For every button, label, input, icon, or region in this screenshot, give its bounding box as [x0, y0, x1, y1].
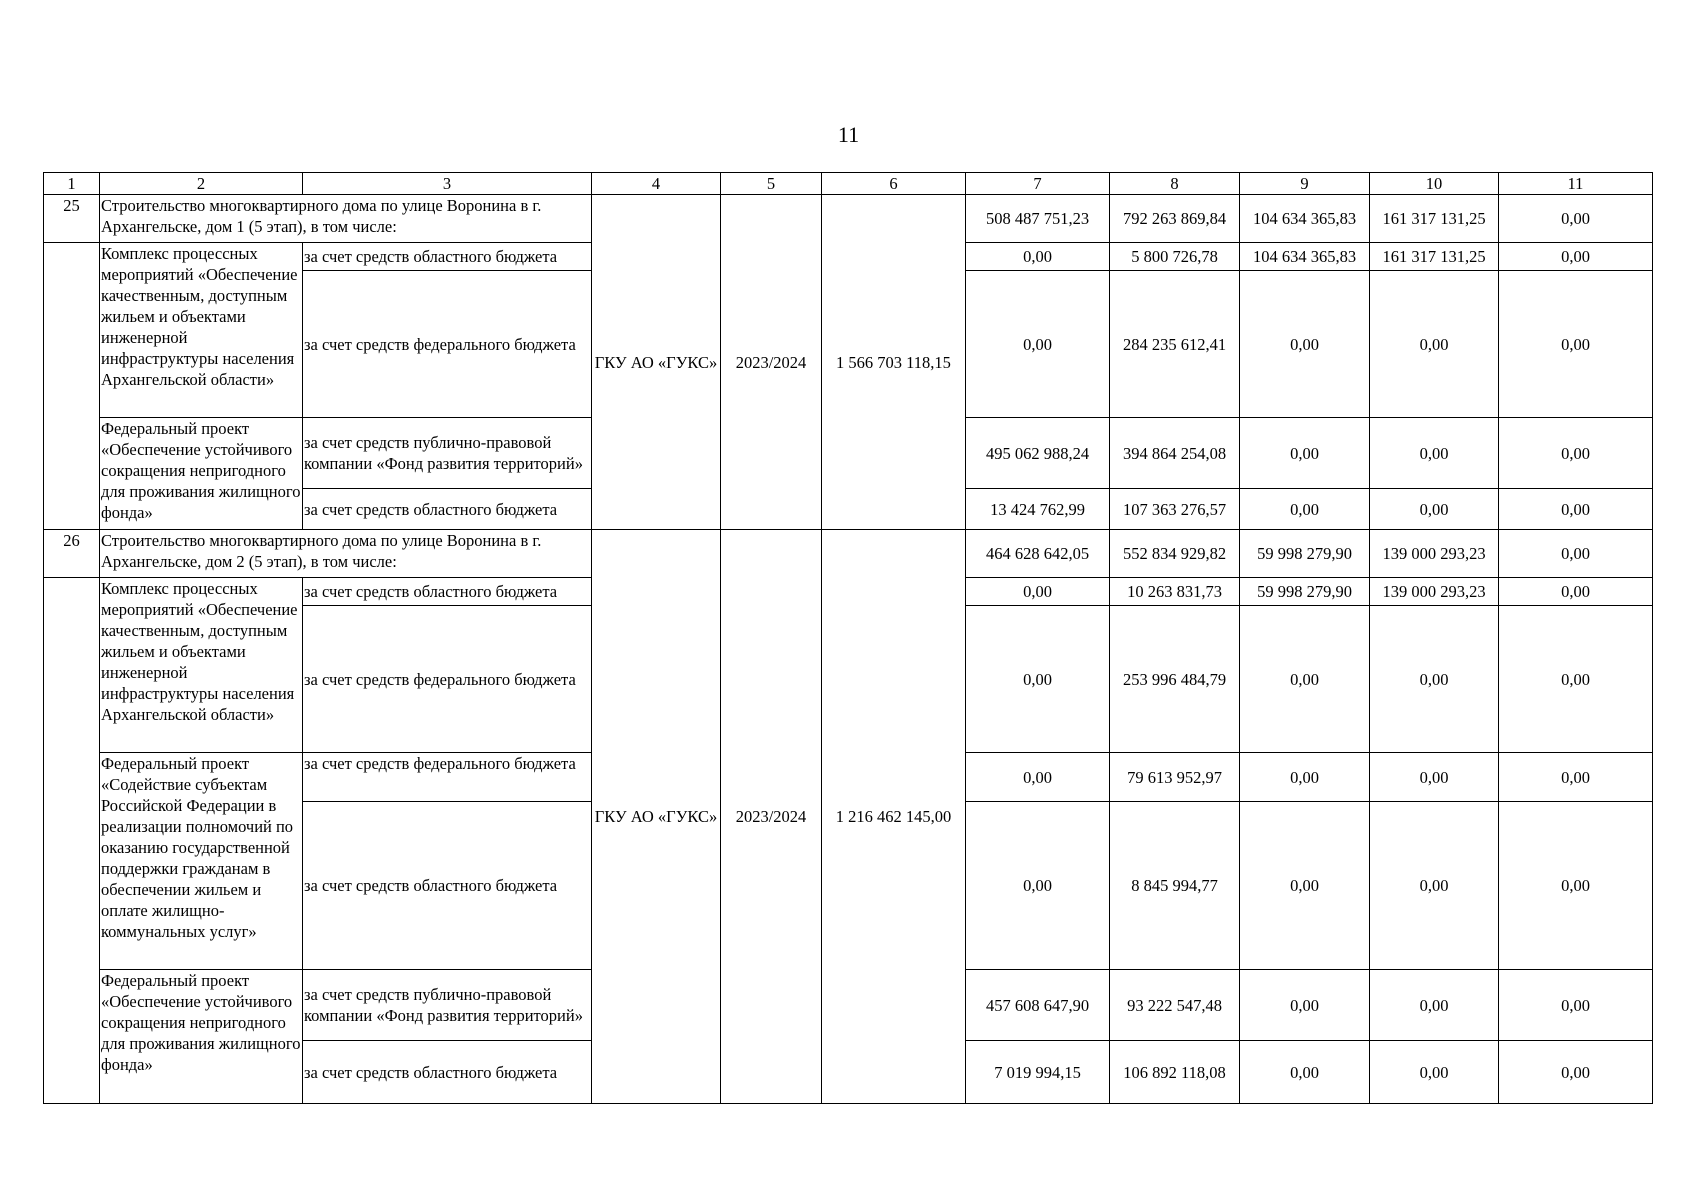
value-cell: 104 634 365,83 [1240, 195, 1370, 243]
header-cell: 11 [1499, 173, 1653, 195]
table-row [44, 530, 1653, 578]
value-cell: 0,00 [1370, 271, 1499, 418]
value-cell: 0,00 [1499, 243, 1653, 271]
value-cell: 0,00 [1370, 418, 1499, 489]
value-cell: 0,00 [1240, 802, 1370, 970]
value-cell: 104 634 365,83 [1240, 243, 1370, 271]
program-name: Комплекс процессных мероприятий «Обеспечение качественным, доступным жильем и объектами инженерной инфраструктуры населения Архангельской области» [100, 243, 303, 418]
value-cell: 0,00 [1240, 753, 1370, 802]
total-cost-cell: 1 566 703 118,15 [822, 195, 966, 530]
value-cell: 394 864 254,08 [1110, 418, 1240, 489]
value-cell: 0,00 [1499, 578, 1653, 606]
executor-cell: ГКУ АО «ГУКС» [592, 195, 721, 530]
value-cell: 457 608 647,90 [966, 970, 1110, 1041]
value-cell: 0,00 [1499, 1041, 1653, 1104]
value-cell: 0,00 [1240, 606, 1370, 753]
funding-source: за счет средств федерального бюджета [303, 271, 592, 418]
value-cell: 0,00 [1370, 753, 1499, 802]
program-name: Федеральный проект «Обеспечение устойчивого сокращения непригодного для проживания жилищного фонда» [100, 970, 303, 1104]
value-cell: 106 892 118,08 [1110, 1041, 1240, 1104]
value-cell: 0,00 [1499, 970, 1653, 1041]
value-cell: 508 487 751,23 [966, 195, 1110, 243]
value-cell: 0,00 [1240, 489, 1370, 530]
empty-number-cell [44, 578, 100, 1104]
value-cell: 0,00 [1499, 802, 1653, 970]
table-row [44, 195, 1653, 243]
funding-source: за счет средств публично-правовой компании «Фонд развития территорий» [303, 418, 592, 489]
value-cell: 0,00 [966, 802, 1110, 970]
total-cost-cell: 1 216 462 145,00 [822, 530, 966, 1104]
value-cell: 0,00 [1240, 418, 1370, 489]
value-cell: 0,00 [1370, 489, 1499, 530]
value-cell: 0,00 [966, 578, 1110, 606]
header-cell: 5 [721, 173, 822, 195]
value-cell: 0,00 [1499, 530, 1653, 578]
page-number: 11 [837, 122, 860, 147]
value-cell: 0,00 [1499, 195, 1653, 243]
value-cell: 0,00 [966, 243, 1110, 271]
financing-table [43, 172, 1653, 1104]
object-number: 25 [44, 195, 100, 243]
funding-source: за счет средств областного бюджета [303, 1041, 592, 1104]
value-cell: 59 998 279,90 [1240, 578, 1370, 606]
header-cell: 8 [1110, 173, 1240, 195]
value-cell: 0,00 [966, 271, 1110, 418]
funding-source: за счет средств федерального бюджета [303, 753, 592, 802]
value-cell: 0,00 [1370, 606, 1499, 753]
empty-number-cell [44, 243, 100, 530]
object-title: Строительство многоквартирного дома по улице Воронина в г. Архангельске, дом 1 (5 этап), в том числе: [100, 195, 592, 243]
value-cell: 5 800 726,78 [1110, 243, 1240, 271]
value-cell: 0,00 [1499, 753, 1653, 802]
program-name: Федеральный проект «Содействие субъектам Российской Федерации в реализации полномочий по оказанию государственной поддержки гражданам в обеспечении жильем и оплате жилищно-коммунальных услуг» [100, 753, 303, 970]
value-cell: 107 363 276,57 [1110, 489, 1240, 530]
value-cell: 0,00 [1499, 606, 1653, 753]
value-cell: 253 996 484,79 [1110, 606, 1240, 753]
executor-cell: ГКУ АО «ГУКС» [592, 530, 721, 1104]
table-header-row [44, 173, 1653, 195]
value-cell: 0,00 [1370, 802, 1499, 970]
value-cell: 792 263 869,84 [1110, 195, 1240, 243]
value-cell: 0,00 [1499, 418, 1653, 489]
value-cell: 161 317 131,25 [1370, 243, 1499, 271]
value-cell: 0,00 [966, 753, 1110, 802]
value-cell: 10 263 831,73 [1110, 578, 1240, 606]
header-cell: 10 [1370, 173, 1499, 195]
funding-source: за счет средств областного бюджета [303, 802, 592, 970]
header-cell: 7 [966, 173, 1110, 195]
object-number: 26 [44, 530, 100, 578]
funding-source: за счет средств областного бюджета [303, 578, 592, 606]
value-cell: 93 222 547,48 [1110, 970, 1240, 1041]
value-cell: 552 834 929,82 [1110, 530, 1240, 578]
header-cell: 3 [303, 173, 592, 195]
program-name: Федеральный проект «Обеспечение устойчивого сокращения непригодного для проживания жилищного фонда» [100, 418, 303, 530]
value-cell: 8 845 994,77 [1110, 802, 1240, 970]
funding-source: за счет средств областного бюджета [303, 243, 592, 271]
header-cell: 4 [592, 173, 721, 195]
object-title: Строительство многоквартирного дома по улице Воронина в г. Архангельске, дом 2 (5 этап), в том числе: [100, 530, 592, 578]
value-cell: 0,00 [1499, 271, 1653, 418]
header-cell: 1 [44, 173, 100, 195]
value-cell: 495 062 988,24 [966, 418, 1110, 489]
program-name: Комплекс процессных мероприятий «Обеспечение качественным, доступным жильем и объектами инженерной инфраструктуры населения Архангельской области» [100, 578, 303, 753]
value-cell: 0,00 [1370, 970, 1499, 1041]
value-cell: 0,00 [1240, 970, 1370, 1041]
header-cell: 9 [1240, 173, 1370, 195]
value-cell: 0,00 [966, 606, 1110, 753]
period-cell: 2023/2024 [721, 195, 822, 530]
value-cell: 0,00 [1499, 489, 1653, 530]
value-cell: 161 317 131,25 [1370, 195, 1499, 243]
value-cell: 7 019 994,15 [966, 1041, 1110, 1104]
funding-source: за счет средств публично-правовой компании «Фонд развития территорий» [303, 970, 592, 1041]
value-cell: 139 000 293,23 [1370, 530, 1499, 578]
value-cell: 0,00 [1240, 1041, 1370, 1104]
funding-source: за счет средств областного бюджета [303, 489, 592, 530]
header-cell: 2 [100, 173, 303, 195]
value-cell: 0,00 [1370, 1041, 1499, 1104]
value-cell: 464 628 642,05 [966, 530, 1110, 578]
value-cell: 284 235 612,41 [1110, 271, 1240, 418]
value-cell: 13 424 762,99 [966, 489, 1110, 530]
funding-source: за счет средств федерального бюджета [303, 606, 592, 753]
value-cell: 0,00 [1240, 271, 1370, 418]
value-cell: 79 613 952,97 [1110, 753, 1240, 802]
period-cell: 2023/2024 [721, 530, 822, 1104]
value-cell: 59 998 279,90 [1240, 530, 1370, 578]
header-cell: 6 [822, 173, 966, 195]
value-cell: 139 000 293,23 [1370, 578, 1499, 606]
